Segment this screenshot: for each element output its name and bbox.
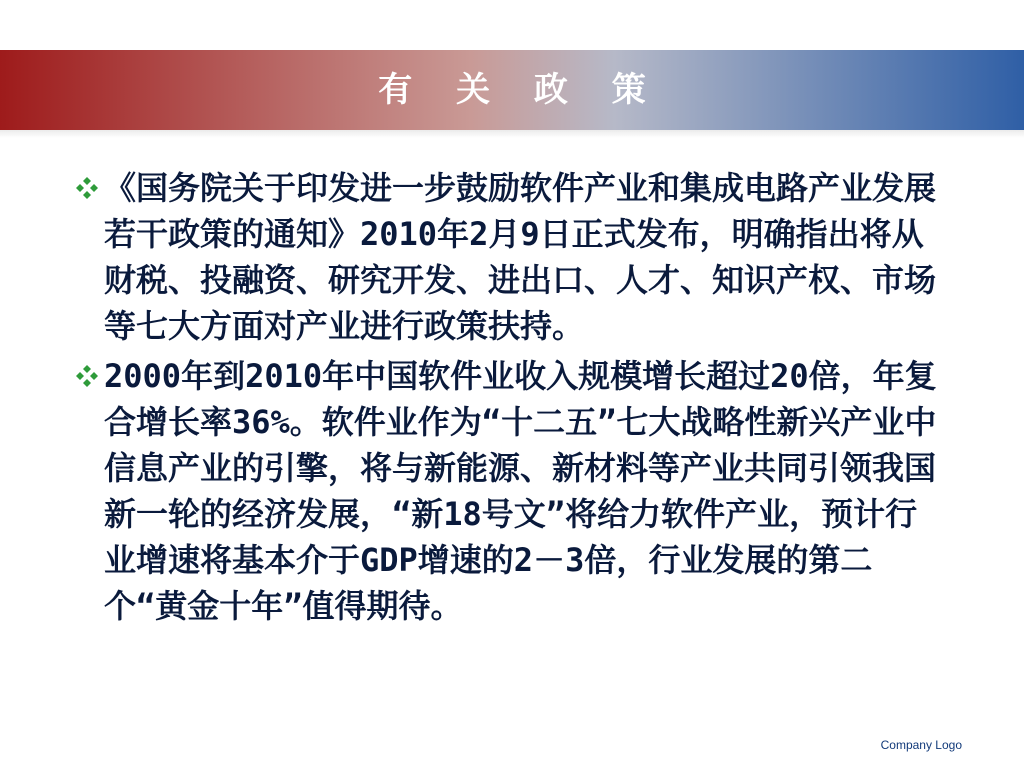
title-bar	[0, 50, 1024, 130]
four-diamond-bullet-icon	[74, 175, 100, 201]
company-logo-text: Company Logo	[880, 738, 962, 752]
bullet-item	[64, 353, 944, 629]
bullet-item	[64, 165, 944, 349]
slide-title: 有 关 政 策	[378, 70, 662, 110]
bullet-list	[64, 165, 944, 633]
four-diamond-bullet-icon	[74, 363, 100, 389]
bullet-text: 2000年到2010年中国软件业收入规模增长超过20倍，年复合增长率36%。软件业作为“十二五”七大战略性新兴产业中信息产业的引擎，将与新能源、新材料等产业共同引领我国新一轮的经济发展，“新18号文”将给力软件产业，预计行业增速将基本介于GDP增速的2－3倍，行业发展的第二个“黄金十年”值得期待。	[104, 357, 937, 625]
bullet-text: 《国务院关于印发进一步鼓励软件产业和集成电路产业发展若干政策的通知》2010年2月9日正式发布，明确指出将从财税、投融资、研究开发、进出口、人才、知识产权、市场等七大方面对产业进行政策扶持。	[104, 169, 937, 345]
title-bar-shadow	[0, 130, 1024, 138]
